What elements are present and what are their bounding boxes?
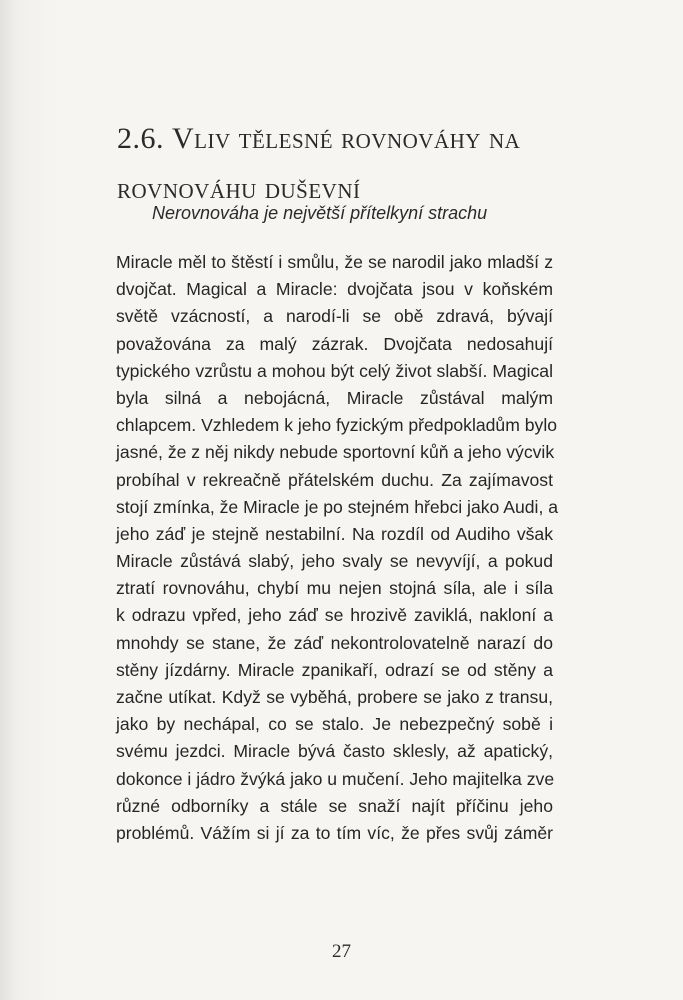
text-line: dokonce i jádro žvýká jako u mučení. Jeho majitelka zve: [116, 768, 555, 789]
text-line: jeho záď je stejně nestabilní. Na rozdíl od Audiho však: [116, 523, 553, 544]
text-line: mnohdy se stane, že záď nekontrolovatelně narazí do: [116, 632, 553, 653]
text-line: Miracle měl to štěstí i smůlu, že se narodil jako mladší z: [116, 252, 553, 272]
text-line: světě vzácností, a narodí-li se obě zdravá, bývají: [116, 306, 553, 327]
text-line: považována za malý zázrak. Dvojčata nedosahují: [116, 333, 553, 354]
body-paragraph: [116, 249, 558, 847]
text-line: dvojčat. Magical a Miracle: dvojčata jsou v koňském: [116, 279, 553, 300]
text-line: stěny jízdárny. Miracle zpanikaří, odrazí se od stěny a: [116, 659, 553, 680]
text-line: jasné, že z něj nikdy nebude sportovní kůň a jeho výcvik: [116, 442, 555, 463]
text-line: začne utíkat. Když se vyběhá, probere se jako z transu,: [116, 687, 553, 707]
section-number: 2.6.: [117, 122, 164, 155]
text-line: problémů. Vážím si jí za to tím víc, že přes svůj záměr: [116, 822, 553, 843]
text-line: probíhal v rekreačně přátelském duchu. Za zajímavost: [116, 469, 553, 490]
epigraph: Nerovnováha je největší přítelkyní strachu: [152, 203, 488, 223]
section-title-line1: Vliv tělesné rovnováhy na: [172, 122, 521, 155]
text-line: stojí zmínka, že Miracle je po stejném hřebci jako Audi, a: [116, 496, 558, 517]
text-line: k odrazu vpřed, jeho záď se hrozivě zaviklá, nakloní a: [116, 605, 553, 626]
text-line: byla silná a nebojácná, Miracle zůstával malým: [116, 387, 553, 408]
section-heading: [117, 114, 567, 214]
text-line: Miracle zůstává slabý, jeho svaly se nevyvíjí, a pokud: [116, 551, 553, 572]
text-line: jako by nechápal, co se stalo. Je nebezpečný sobě i: [116, 714, 553, 735]
text-line: chlapcem. Vzhledem k jeho fyzickým předpokladům bylo: [116, 415, 558, 436]
section-title-line2: rovnováhu duševní: [117, 172, 361, 205]
page-number: 27: [332, 941, 351, 962]
text-line: různé odborníky a stále se snaží najít příčinu jeho: [116, 795, 553, 816]
text-line: svému jezdci. Miracle bývá často sklesly, až apatický,: [116, 741, 553, 762]
text-line: typického vzrůstu a mohou být celý život slabší. Magical: [116, 360, 553, 381]
text-line: ztratí rovnováhu, chybí mu nejen stojná síla, ale i síla: [116, 578, 553, 599]
